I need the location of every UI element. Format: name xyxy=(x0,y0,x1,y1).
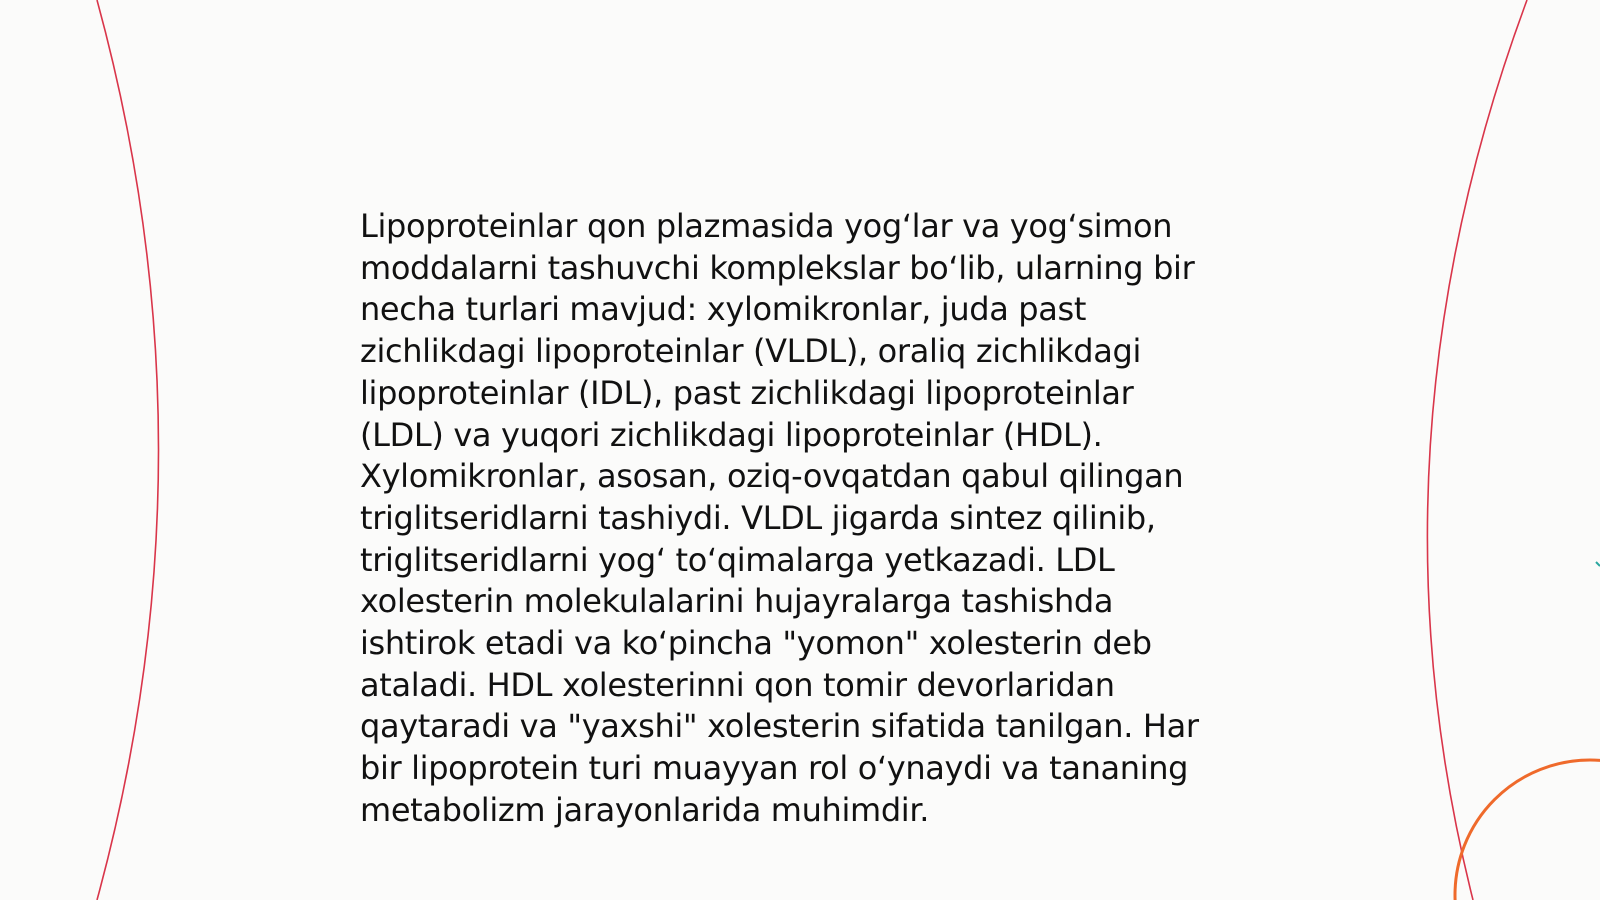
paragraph-line: qaytaradi va "yaxshi" xolesterin sifatida tanilgan. Har xyxy=(360,707,1199,746)
paragraph-line: (LDL) va yuqori zichlikdagi lipoproteinlar (HDL). xyxy=(360,415,1103,454)
paragraph-line: Lipoproteinlar qon plazmasida yog‘lar va yog‘simon xyxy=(360,207,1173,245)
paragraph xyxy=(360,206,1240,832)
paragraph-line: ishtirok etadi va ko‘pincha "yomon" xolesterin deb xyxy=(360,624,1152,663)
paragraph-line: lipoproteinlar (IDL), past zichlikdagi lipoproteinlar xyxy=(360,373,1134,412)
orange-ring xyxy=(1455,760,1600,900)
paragraph-line: metabolizm jarayonlarida muhimdir. xyxy=(360,790,930,829)
right-arc xyxy=(1427,0,1527,900)
paragraph-line: xolesterin molekulalarini hujayralarga tashishda xyxy=(360,582,1114,621)
paragraph-line: bir lipoprotein turi muayyan rol o‘ynaydi va tananing xyxy=(360,749,1189,788)
paragraph-line: moddalarni tashuvchi komplekslar bo‘lib, ularning bir xyxy=(360,248,1195,287)
paragraph-line: triglitseridlarni tashiydi. VLDL jigarda sintez qilinib, xyxy=(360,498,1156,537)
paragraph-line: necha turlari mavjud: xylomikronlar, juda past xyxy=(360,290,1087,329)
paragraph-line: triglitseridlarni yog‘ to‘qimalarga yetkazadi. LDL xyxy=(360,540,1115,579)
left-arc xyxy=(97,0,159,900)
paragraph-line: zichlikdagi lipoproteinlar (VLDL), oraliq zichlikdagi xyxy=(360,332,1141,371)
paragraph-line: ataladi. HDL xolesterinni qon tomir devorlaridan xyxy=(360,665,1115,704)
paragraph-line: Xylomikronlar, asosan, oziq-ovqatdan qabul qilingan xyxy=(360,457,1184,496)
teal-mark xyxy=(1596,562,1600,566)
